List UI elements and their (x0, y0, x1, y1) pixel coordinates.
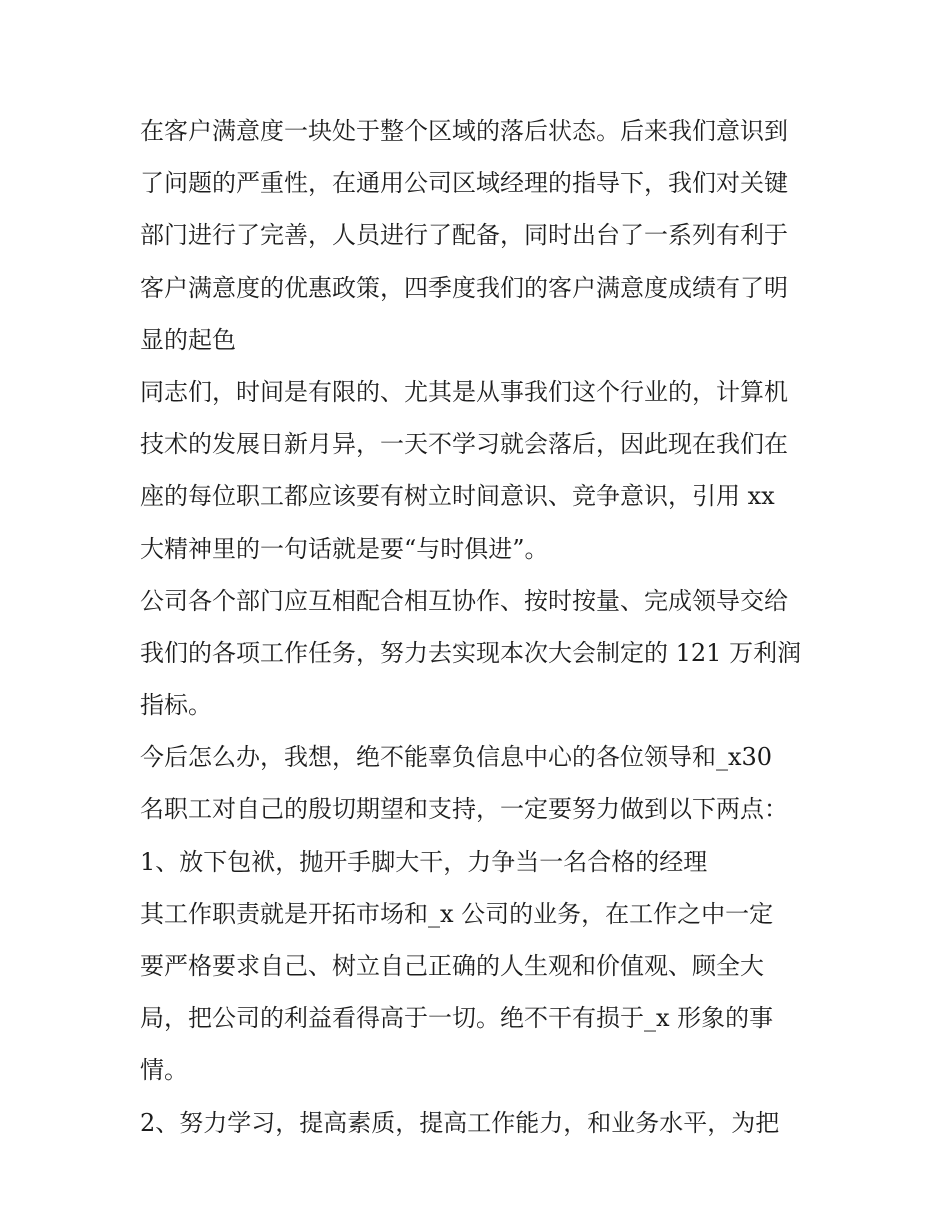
text-line: 我们的各项工作任务，努力去实现本次大会制定的 121 万利润 (140, 638, 802, 667)
text-line: 座的每位职工都应该要有树立时间意识、竞争意识，引用 xx (140, 482, 775, 511)
text-line: 名职工对自己的殷切期望和支持，一定要努力做到以下两点： (140, 795, 788, 824)
text-line: 技术的发展日新月异，一天不学习就会落后，因此现在我们在 (140, 430, 788, 459)
text-line: 了问题的严重性，在通用公司区域经理的指导下，我们对关键 (140, 169, 788, 198)
text-line: 1、放下包袱，抛开手脚大干，力争当一名合格的经理 (140, 847, 708, 876)
text-line: 指标。 (140, 691, 212, 720)
text-line: 大精神里的一句话就是要“与时俱进”。 (140, 534, 549, 563)
text-line: 情。 (140, 1056, 188, 1085)
text-line: 客户满意度的优惠政策，四季度我们的客户满意度成绩有了明 (140, 273, 788, 302)
document-body (140, 111, 820, 1155)
text-line: 部门进行了完善，人员进行了配备，同时出台了一系列有利于 (140, 221, 788, 250)
text-line: 在客户满意度一块处于整个区域的落后状态。后来我们意识到 (140, 117, 788, 145)
text-line: 显的起色 (140, 325, 236, 354)
text-line: 公司各个部门应互相配合相互协作、按时按量、完成领导交给 (140, 586, 788, 615)
text-line: 要严格要求自己、树立自己正确的人生观和价值观、顾全大 (140, 952, 764, 980)
text-line: 2、努力学习，提高素质，提高工作能力，和业务水平，为把 (140, 1108, 780, 1137)
text-line: 局，把公司的利益看得高于一切。绝不干有损于_x 形象的事 (140, 1004, 774, 1033)
text-line: 今后怎么办，我想，绝不能辜负信息中心的各位领导和_x30 (140, 743, 773, 772)
text-line: 其工作职责就是开拓市场和_x 公司的业务，在工作之中一定 (140, 899, 774, 928)
text-line: 同志们，时间是有限的、尤其是从事我们这个行业的，计算机 (140, 377, 788, 406)
